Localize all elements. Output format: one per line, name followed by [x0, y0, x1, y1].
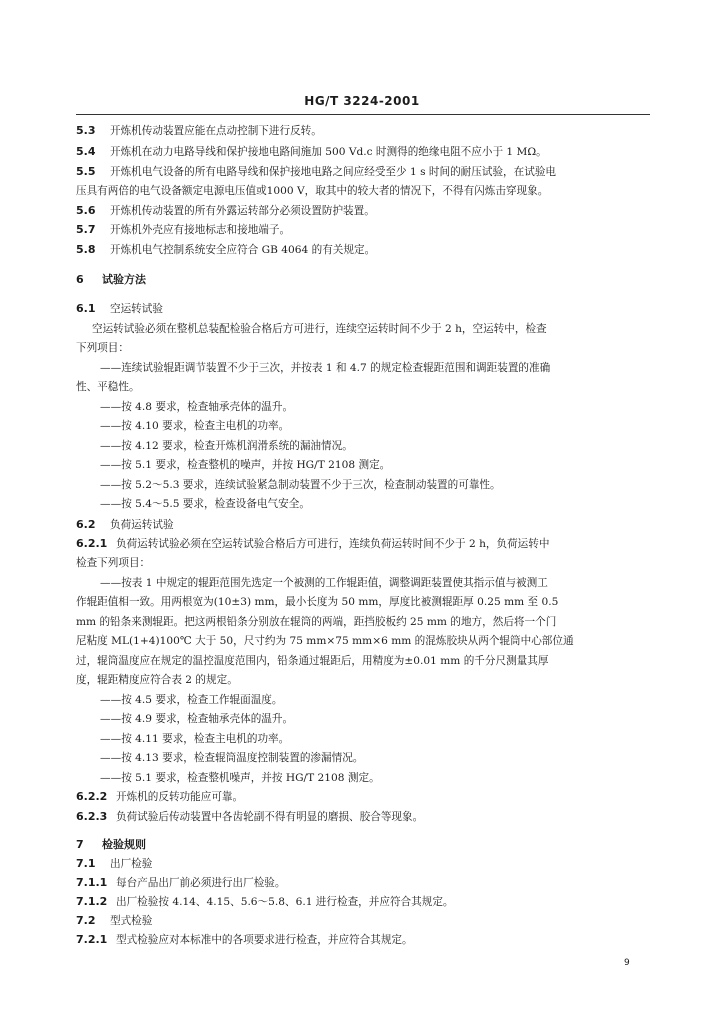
- clause-7-2-heading: 7.2 型式检验: [76, 914, 153, 927]
- list-item-cont: mm 的铅条来测辊距。把这两根铅条分别放在辊筒的两端，距挡胶板约 25 mm 的地方，然后将一个门: [76, 616, 557, 628]
- clause-6-1-heading: 6.1 空运转试验: [76, 302, 163, 315]
- list-item-cont: 度，辊距精度应符合表 2 的规定。: [76, 674, 238, 686]
- clause-6-1-para-cont: 下列项目：: [76, 342, 129, 354]
- clause-5-5: 5.5 开炼机电气设备的所有电路导线和保护接地电路之间应经受至少 1 s 时间的耐压试验，在试验电: [76, 165, 557, 178]
- section-6-heading: 6 试验方法: [76, 273, 146, 286]
- list-item: ——按 4.10 要求，检查主电机的功率。: [100, 420, 290, 432]
- list-item: ——按 4.11 要求，检查主电机的功率。: [100, 733, 290, 745]
- list-item-cont: 作辊距值相一致。用两根宽为(10±3) mm，最小长度为 50 mm，厚度比被测辊距厚 0.25 mm 至 0.5: [76, 596, 559, 608]
- clause-7-1-1: 7.1.1 每台产品出厂前必须进行出厂检验。: [76, 876, 286, 889]
- clause-6-2-2: 6.2.2 开炼机的反转功能应可靠。: [76, 790, 244, 803]
- header-rule: [76, 114, 650, 115]
- list-item: ——按 4.12 要求，检查开炼机润滑系统的漏油情况。: [100, 440, 353, 452]
- clause-5-3: 5.3 开炼机传动装置应能在点动控制下进行反转。: [76, 124, 322, 137]
- list-item: ——按表 1 中规定的辊距范围先选定一个被测的工作辊距值，调整调距装置使其指示值与被测工: [100, 577, 548, 589]
- clause-7-2-1: 7.2.1 型式检验应对本标准中的各项要求进行检查，并应符合其规定。: [76, 933, 413, 946]
- clause-5-7: 5.7 开炼机外壳应有接地标志和接地端子。: [76, 223, 291, 236]
- section-7-heading: 7 检验规则: [76, 838, 146, 851]
- list-item: ——按 5.1 要求，检查整机的噪声，并按 HG/T 2108 测定。: [100, 459, 391, 471]
- clause-5-4: 5.4 开炼机在动力电路导线和保护接地电路间施加 500 Vd.c 时测得的绝缘电阻不应小于 1 MΩ。: [76, 145, 547, 158]
- list-item-cont: 性、平稳性。: [76, 381, 140, 393]
- list-item: ——按 4.5 要求，检查工作辊面温度。: [100, 694, 283, 706]
- list-item: ——连续试验辊距调节装置不少于三次，并按表 1 和 4.7 的规定检查辊距范围和调距装置的准确: [100, 362, 551, 374]
- clause-7-1-heading: 7.1 出厂检验: [76, 857, 153, 870]
- list-item: ——按 5.4～5.5 要求，检查设备电气安全。: [100, 498, 310, 510]
- list-item-cont: 过，辊筒温度应在规定的温控温度范围内，铅条通过辊距后，用精度为±0.01 mm 的千分尺测量其厚: [76, 655, 549, 667]
- clause-6-2-3: 6.2.3 负荷试验后传动装置中各齿轮副不得有明显的磨损、胶合等现象。: [76, 810, 424, 823]
- list-item: ——按 4.13 要求，检查辊筒温度控制装置的渗漏情况。: [100, 752, 364, 764]
- list-item-cont: 尼粘度 ML(1+4)100℃ 大于 50，尺寸约为 75 mm×75 mm×6 mm 的混炼胶块从两个辊筒中心部位通: [76, 635, 574, 647]
- list-item: ——按 4.8 要求，检查轴承壳体的温升。: [100, 401, 294, 413]
- clause-5-8: 5.8 开炼机电气控制系统安全应符合 GB 4064 的有关规定。: [76, 243, 376, 256]
- page-header: HG/T 3224-2001: [304, 94, 420, 108]
- clause-7-1-2: 7.1.2 出厂检验按 4.14、4.15、5.6～5.8、6.1 进行检查，并应符合其规定。: [76, 895, 454, 908]
- clause-5-5-cont: 压具有两倍的电气设备额定电源电压值或1000 V，取其中的较大者的情况下，不得有闪炼击穿现象。: [76, 185, 549, 197]
- clause-6-1-para: 空运转试验必须在整机总装配检验合格后方可进行，连续空运转时间不少于 2 h，空运转中，检查: [92, 323, 547, 335]
- clause-6-2-1-cont: 检查下列项目：: [76, 557, 151, 569]
- clause-5-6: 5.6 开炼机传动装置的所有外露运转部分必须设置防护装置。: [76, 204, 375, 217]
- clause-6-2-heading: 6.2 负荷运转试验: [76, 518, 174, 531]
- list-item: ——按 4.9 要求，检查轴承壳体的温升。: [100, 713, 294, 725]
- page-number: 9: [624, 958, 630, 968]
- list-item: ——按 5.1 要求，检查整机噪声，并按 HG/T 2108 测定。: [100, 772, 380, 784]
- list-item: ——按 5.2～5.3 要求，连续试验紧急制动装置不少于三次，检查制动装置的可靠性。: [100, 479, 501, 491]
- clause-6-2-1: 6.2.1 负荷运转试验必须在空运转试验合格后方可进行，连续负荷运转时间不少于 2 h，负荷运转中: [76, 537, 550, 550]
